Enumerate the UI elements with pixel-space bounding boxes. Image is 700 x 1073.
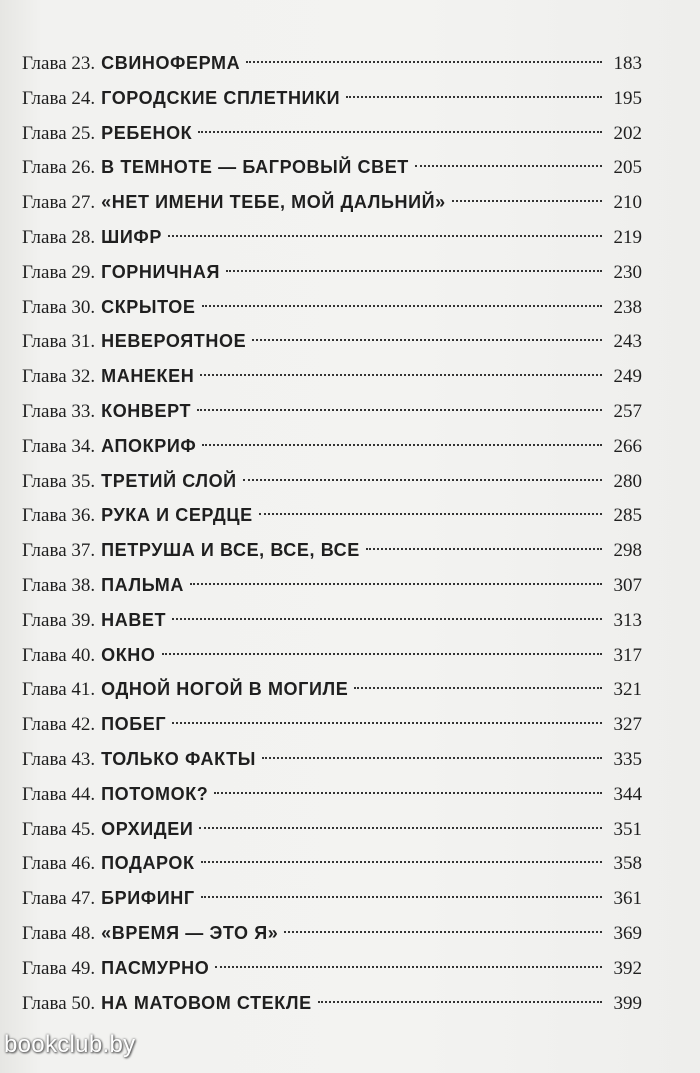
dot-leader — [214, 792, 602, 794]
toc-entry — [22, 603, 642, 638]
dot-leader — [201, 861, 602, 863]
page-number: 361 — [613, 888, 642, 910]
dot-leader — [259, 513, 602, 515]
chapter-label: Глава 27. — [22, 192, 96, 214]
toc-entry — [22, 290, 642, 325]
chapter-title: РУКА И СЕРДЦЕ — [101, 505, 253, 526]
chapter-label: Глава 41. — [22, 679, 96, 701]
dot-leader — [415, 165, 602, 167]
chapter-title: ГОРНИЧНАЯ — [101, 261, 221, 282]
dot-leader — [200, 374, 602, 376]
dot-leader — [202, 305, 603, 307]
page-number: 219 — [613, 226, 642, 248]
page-number: 369 — [613, 922, 642, 944]
chapter-label: Глава 24. — [22, 87, 96, 109]
dot-leader — [215, 966, 602, 968]
page-number: 243 — [613, 331, 642, 353]
toc-entry — [22, 220, 642, 255]
toc-entry — [22, 881, 642, 916]
dot-leader — [162, 653, 602, 655]
chapter-title: ОРХИДЕИ — [101, 818, 194, 839]
toc-entry — [22, 150, 642, 185]
chapter-label: Глава 33. — [22, 400, 96, 422]
page-number: 280 — [613, 470, 642, 492]
toc-entry — [22, 846, 642, 881]
toc-entry — [22, 672, 642, 707]
page-number: 298 — [613, 540, 642, 562]
chapter-title: ТОЛЬКО ФАКТЫ — [101, 748, 256, 769]
chapter-label: Глава 25. — [22, 122, 96, 144]
toc-entry — [22, 324, 642, 359]
toc-entry — [22, 986, 642, 1021]
watermark: bookclub.by — [4, 1031, 136, 1058]
chapter-title: КОНВЕРТ — [101, 400, 192, 421]
page-number: 351 — [613, 818, 642, 840]
chapter-label: Глава 36. — [22, 505, 96, 527]
chapter-label: Глава 23. — [22, 53, 96, 74]
dot-leader — [202, 444, 602, 446]
chapter-title: МАНЕКЕН — [101, 366, 195, 387]
page-number: 321 — [613, 679, 642, 701]
toc-entry — [22, 359, 642, 394]
chapter-label: Глава 49. — [22, 957, 96, 979]
chapter-label: Глава 43. — [22, 748, 96, 770]
toc-entry — [22, 185, 642, 220]
chapter-title: ГОРОДСКИЕ СПЛЕТНИКИ — [101, 87, 341, 108]
page-number: 210 — [613, 192, 642, 214]
dot-leader — [199, 827, 602, 829]
toc-entry — [22, 116, 642, 151]
chapter-title: ПЕТРУША И ВСЕ, ВСЕ, ВСЕ — [101, 540, 360, 561]
chapter-label: Глава 46. — [22, 853, 96, 875]
page-number: 335 — [613, 748, 642, 770]
toc-entry — [22, 916, 642, 951]
chapter-label: Глава 31. — [22, 331, 96, 353]
page-number: 266 — [613, 435, 642, 457]
page-number: 202 — [613, 122, 642, 144]
chapter-label: Глава 45. — [22, 818, 96, 840]
chapter-title: СКРЫТОЕ — [101, 296, 196, 317]
chapter-label: Глава 48. — [22, 922, 96, 944]
dot-leader — [198, 131, 602, 133]
table-of-contents — [22, 46, 642, 1020]
chapter-title: АПОКРИФ — [101, 435, 197, 456]
chapter-title: ПАСМУРНО — [101, 957, 210, 978]
dot-leader — [366, 548, 602, 550]
chapter-title: ШИФР — [101, 226, 162, 247]
dot-leader — [262, 757, 602, 759]
page-number: 358 — [613, 853, 642, 875]
dot-leader — [172, 618, 602, 620]
chapter-title: ОДНОЙ НОГОЙ В МОГИЛЕ — [101, 679, 349, 700]
toc-entry — [22, 951, 642, 986]
dot-leader — [246, 61, 602, 63]
dot-leader — [243, 479, 602, 481]
toc-entry — [22, 498, 642, 533]
page-number: 399 — [613, 992, 642, 1014]
page-number: 313 — [613, 609, 642, 631]
chapter-label: Глава 42. — [22, 714, 96, 736]
dot-leader — [197, 409, 602, 411]
chapter-label: Глава 34. — [22, 435, 96, 457]
page-number: 238 — [613, 296, 642, 318]
page-number: 344 — [613, 783, 642, 805]
dot-leader — [172, 722, 602, 724]
toc-entry — [22, 429, 642, 464]
chapter-title: «ВРЕМЯ — ЭТО Я» — [101, 922, 279, 943]
dot-leader — [318, 1001, 602, 1003]
chapter-title: ПОДАРОК — [101, 853, 195, 874]
page-number: 392 — [613, 957, 642, 979]
chapter-title: НАВЕТ — [101, 609, 167, 630]
chapter-label: Глава 29. — [22, 261, 96, 283]
toc-entry — [22, 742, 642, 777]
page-number: 327 — [613, 714, 642, 736]
chapter-title: ПАЛЬМА — [101, 574, 184, 595]
chapter-label: Глава 47. — [22, 888, 96, 910]
chapter-label: Глава 32. — [22, 366, 96, 388]
chapter-title: ПОТОМОК? — [101, 783, 209, 804]
chapter-title: БРИФИНГ — [101, 888, 195, 909]
page-number: 205 — [613, 157, 642, 179]
toc-entry — [22, 568, 642, 603]
page-number: 249 — [613, 366, 642, 388]
toc-entry — [22, 777, 642, 812]
chapter-label: Глава 38. — [22, 574, 96, 596]
chapter-label: Глава 39. — [22, 609, 96, 631]
dot-leader — [452, 200, 602, 202]
chapter-label: Глава 30. — [22, 296, 96, 318]
chapter-label: Глава 50. — [22, 992, 96, 1014]
chapter-title: РЕБЕНОК — [101, 122, 193, 143]
dot-leader — [168, 235, 602, 237]
toc-entry — [22, 464, 642, 499]
toc-entry — [22, 255, 642, 290]
dot-leader — [226, 270, 602, 272]
dot-leader — [354, 687, 602, 689]
page-number: 257 — [613, 400, 642, 422]
page-number: 183 — [613, 53, 642, 74]
dot-leader — [346, 96, 602, 98]
dot-leader — [284, 931, 602, 933]
toc-entry — [22, 394, 642, 429]
page-number: 195 — [613, 87, 642, 109]
chapter-label: Глава 40. — [22, 644, 96, 666]
page-number: 317 — [613, 644, 642, 666]
chapter-title: НЕВЕРОЯТНОЕ — [101, 331, 247, 352]
chapter-title: В ТЕМНОТЕ — БАГРОВЫЙ СВЕТ — [101, 157, 409, 178]
chapter-title: «НЕТ ИМЕНИ ТЕБЕ, МОЙ ДАЛЬНИЙ» — [101, 192, 446, 213]
chapter-label: Глава 26. — [22, 157, 96, 179]
dot-leader — [201, 896, 602, 898]
chapter-label: Глава 35. — [22, 470, 96, 492]
chapter-title: ТРЕТИЙ СЛОЙ — [101, 470, 237, 491]
chapter-title: ОКНО — [101, 644, 156, 665]
chapter-title: СВИНОФЕРМА — [101, 53, 241, 73]
dot-leader — [252, 339, 602, 341]
page-number: 307 — [613, 574, 642, 596]
page-number: 285 — [613, 505, 642, 527]
toc-entry — [22, 81, 642, 116]
toc-entry — [22, 533, 642, 568]
toc-entry — [22, 812, 642, 847]
toc-entry — [22, 46, 642, 81]
chapter-label: Глава 28. — [22, 226, 96, 248]
toc-entry — [22, 638, 642, 673]
chapter-title: НА МАТОВОМ СТЕКЛЕ — [101, 992, 312, 1013]
chapter-title: ПОБЕГ — [101, 714, 167, 735]
page-number: 230 — [613, 261, 642, 283]
toc-entry — [22, 707, 642, 742]
chapter-label: Глава 37. — [22, 540, 96, 562]
dot-leader — [190, 583, 602, 585]
chapter-label: Глава 44. — [22, 783, 96, 805]
